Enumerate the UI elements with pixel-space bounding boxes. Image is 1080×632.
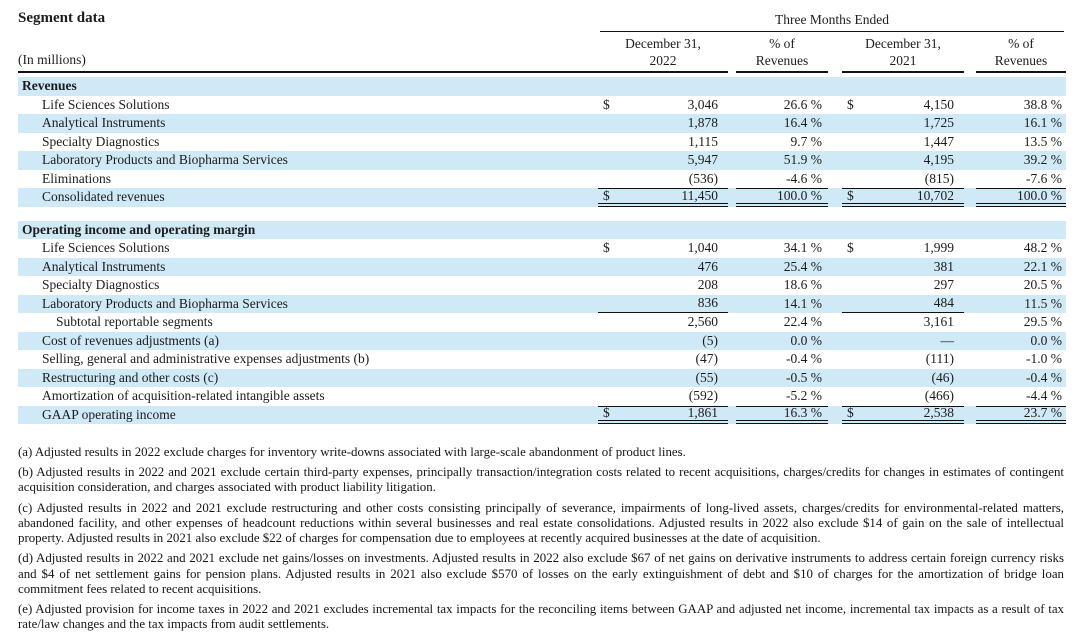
column-header-line: % of xyxy=(769,36,795,51)
column-header-dec-2021 xyxy=(842,35,964,73)
table-row xyxy=(18,114,1066,133)
row-label: Amortization of acquisition-related intangible assets xyxy=(42,388,325,403)
pct-2021 xyxy=(976,96,1066,115)
col-gap xyxy=(828,295,842,314)
dollar-sign: $ xyxy=(603,405,610,421)
col-gap xyxy=(828,350,842,369)
pct-2021-value: 100.0 % xyxy=(1017,187,1062,203)
col-gap xyxy=(964,332,976,351)
value-2022-value: (536) xyxy=(688,170,718,186)
value-2022 xyxy=(598,295,728,314)
dollar-sign: $ xyxy=(847,240,854,256)
pct-2021 xyxy=(976,276,1066,295)
row-label: Laboratory Products and Biopharma Services xyxy=(42,152,288,167)
row-label: Analytical Instruments xyxy=(42,115,166,130)
table-body xyxy=(18,77,1066,424)
pct-2022 xyxy=(736,239,828,258)
column-headers xyxy=(598,35,1066,73)
value-2021 xyxy=(842,221,964,240)
column-header-line: Revenues xyxy=(755,53,809,68)
table-row xyxy=(18,96,1066,115)
col-gap xyxy=(728,133,736,152)
value-2021-value: 1,725 xyxy=(923,115,954,131)
col-gap xyxy=(964,221,976,240)
pct-2021-value: 20.5 % xyxy=(1023,277,1062,293)
col-gap xyxy=(728,77,736,96)
table-row xyxy=(18,387,1066,406)
pct-2021-value: 13.5 % xyxy=(1023,133,1062,149)
value-2022 xyxy=(598,96,728,115)
col-gap xyxy=(964,350,976,369)
value-2022 xyxy=(598,221,728,240)
col-gap xyxy=(964,258,976,277)
pct-2022 xyxy=(736,77,828,96)
col-gap xyxy=(728,96,736,115)
value-2022 xyxy=(598,313,728,332)
pct-2022 xyxy=(736,96,828,115)
col-gap xyxy=(728,295,736,314)
pct-2021 xyxy=(976,406,1066,425)
footnote-a: (a) Adjusted results in 2022 exclude charges for inventory write-downs associated with large-scale abandonment of product lines. xyxy=(18,445,686,459)
pct-2022 xyxy=(736,221,828,240)
value-2022 xyxy=(598,151,728,170)
col-gap xyxy=(728,221,736,240)
section-header-label: Operating income and operating margin xyxy=(22,221,256,237)
value-2021 xyxy=(842,387,964,406)
row-label: Laboratory Products and Biopharma Services xyxy=(42,295,288,311)
col-gap xyxy=(828,239,842,258)
value-2022-value: (592) xyxy=(688,388,718,404)
value-2021 xyxy=(842,114,964,133)
footnotes xyxy=(18,445,1066,632)
pct-2022-value: 16.4 % xyxy=(783,115,822,131)
dollar-sign: $ xyxy=(603,187,610,203)
pct-2022 xyxy=(736,350,828,369)
value-2022 xyxy=(598,369,728,388)
col-gap xyxy=(828,151,842,170)
value-2022-value: 1,861 xyxy=(687,405,718,421)
value-2021 xyxy=(842,369,964,388)
col-gap xyxy=(828,387,842,406)
column-header-line: December 31, xyxy=(865,36,941,51)
value-2022-value: (5) xyxy=(702,332,718,348)
value-2021-value: 297 xyxy=(933,277,954,293)
table-row xyxy=(18,313,1066,332)
pct-2022-value: -5.2 % xyxy=(786,388,822,404)
col-gap xyxy=(728,239,736,258)
pct-2021 xyxy=(976,151,1066,170)
section-gap xyxy=(18,207,1066,221)
column-header-dec-2022 xyxy=(598,35,728,73)
header-right-columns xyxy=(598,10,1066,73)
value-2021-value: 4,150 xyxy=(923,96,954,112)
page-title: Segment data xyxy=(18,10,106,26)
pct-2022 xyxy=(736,151,828,170)
pct-2021-value: 11.5 % xyxy=(1024,295,1062,311)
row-label: Life Sciences Solutions xyxy=(42,240,170,255)
col-gap xyxy=(964,96,976,115)
section-header-row xyxy=(18,221,1066,240)
col-gap xyxy=(828,77,842,96)
value-2021 xyxy=(842,332,964,351)
pct-2021-value: -4.4 % xyxy=(1026,388,1062,404)
pct-2021-value: 22.1 % xyxy=(1023,258,1062,274)
col-gap xyxy=(828,133,842,152)
pct-2021 xyxy=(976,188,1066,207)
pct-2022-value: 51.9 % xyxy=(783,152,822,168)
value-2022 xyxy=(598,350,728,369)
value-2021-value: (466) xyxy=(924,388,954,404)
value-2021-value: 10,702 xyxy=(916,187,954,203)
value-2022 xyxy=(598,133,728,152)
table-row xyxy=(18,188,1066,207)
column-header-pct-2021 xyxy=(976,35,1066,73)
pct-2022-value: 25.4 % xyxy=(783,258,822,274)
pct-2021 xyxy=(976,170,1066,189)
col-gap xyxy=(728,170,736,189)
row-label: Cost of revenues adjustments (a) xyxy=(42,332,219,348)
dollar-sign: $ xyxy=(847,96,854,112)
pct-2022-value: 34.1 % xyxy=(783,240,822,256)
value-2022-value: 5,947 xyxy=(687,152,718,168)
table-row xyxy=(18,151,1066,170)
value-2022-value: (55) xyxy=(695,369,718,385)
col-gap xyxy=(728,387,736,406)
pct-2022-value: 26.6 % xyxy=(783,96,822,112)
value-2021-value: 2,538 xyxy=(923,405,954,421)
pct-2022 xyxy=(736,313,828,332)
pct-2021 xyxy=(976,350,1066,369)
dollar-sign: $ xyxy=(847,405,854,421)
col-gap xyxy=(964,77,976,96)
column-header-line: 2022 xyxy=(649,53,677,68)
value-2021-value: 1,447 xyxy=(923,133,954,149)
dollar-sign: $ xyxy=(603,240,610,256)
col-gap xyxy=(828,369,842,388)
value-2021-value: (111) xyxy=(925,351,954,367)
pct-2022 xyxy=(736,295,828,314)
pct-2021-value: 39.2 % xyxy=(1023,152,1062,168)
pct-2021 xyxy=(976,369,1066,388)
value-2021-value: 381 xyxy=(933,258,954,274)
pct-2022-value: 16.3 % xyxy=(783,405,822,421)
pct-2021-value: 38.8 % xyxy=(1023,96,1062,112)
pct-2022-value: -0.4 % xyxy=(786,351,822,367)
value-2021 xyxy=(842,313,964,332)
pct-2021 xyxy=(976,295,1066,314)
row-label: Eliminations xyxy=(42,170,111,186)
pct-2022-value: 18.6 % xyxy=(783,277,822,293)
pct-2021-value: 16.1 % xyxy=(1023,115,1062,131)
column-header-line: Revenues xyxy=(994,53,1048,68)
table-row xyxy=(18,258,1066,277)
value-2021 xyxy=(842,151,964,170)
col-gap xyxy=(728,406,736,425)
col-gap xyxy=(964,369,976,388)
col-gap xyxy=(828,332,842,351)
pct-2022 xyxy=(736,258,828,277)
col-gap xyxy=(828,313,842,332)
pct-2021-value: 48.2 % xyxy=(1023,240,1062,256)
pct-2022 xyxy=(736,387,828,406)
table-row xyxy=(18,239,1066,258)
value-2022-value: 2,560 xyxy=(687,314,718,330)
value-2022 xyxy=(598,170,728,189)
row-label: Subtotal reportable segments xyxy=(56,314,213,329)
value-2022-value: 11,450 xyxy=(681,187,718,203)
footnote-b: (b) Adjusted results in 2022 and 2021 exclude certain third-party expenses, principally transaction/integration costs related to recent acquisitions, charges/credits for changes in estimates of contingent acquisition consideration, and charges associated with product liability litigation. xyxy=(18,465,1064,495)
table-row xyxy=(18,295,1066,314)
row-label: GAAP operating income xyxy=(42,406,176,422)
section-header-label: Revenues xyxy=(22,78,77,93)
value-2022 xyxy=(598,332,728,351)
pct-2021 xyxy=(976,332,1066,351)
value-2022 xyxy=(598,258,728,277)
col-gap xyxy=(828,170,842,189)
value-2021-value: — xyxy=(940,332,954,348)
value-2021 xyxy=(842,96,964,115)
col-gap xyxy=(964,170,976,189)
value-2022 xyxy=(598,387,728,406)
value-2022-value: 836 xyxy=(697,295,718,311)
row-label: Consolidated revenues xyxy=(42,189,165,204)
value-2022-value: 1,115 xyxy=(688,133,718,149)
pct-2021-value: 23.7 % xyxy=(1023,405,1062,421)
pct-2021-value: -1.0 % xyxy=(1026,351,1062,367)
footnote-c: (c) Adjusted results in 2022 and 2021 exclude restructuring and other costs consisting principally of severance, impairments of long-lived assets, charges/credits for environmental-related matters, abandoned facility, and other expenses of headcount reductions within several businesses and real estate consolidations. Adjusted results in 2022 also exclude $14 of gain on the sale of intellectual property. Adjusted results in 2021 also exclude $22 of charges for compensation due to employees at recently acquired businesses at the date of acquisition. xyxy=(18,500,1064,546)
table-row xyxy=(18,406,1066,425)
value-2022-value: 1,878 xyxy=(687,115,718,131)
table-row xyxy=(18,276,1066,295)
pct-2021 xyxy=(976,313,1066,332)
value-2021 xyxy=(842,170,964,189)
pct-2022 xyxy=(736,133,828,152)
column-header-line: December 31, xyxy=(625,36,701,51)
pct-2021 xyxy=(976,258,1066,277)
col-gap xyxy=(964,188,976,207)
value-2022 xyxy=(598,114,728,133)
col-gap xyxy=(728,332,736,351)
value-2021 xyxy=(842,239,964,258)
value-2022-value: (47) xyxy=(695,351,718,367)
col-gap xyxy=(964,133,976,152)
value-2022 xyxy=(598,239,728,258)
pct-2022 xyxy=(736,332,828,351)
col-gap xyxy=(828,188,842,207)
col-gap xyxy=(964,387,976,406)
row-label: Life Sciences Solutions xyxy=(42,96,170,112)
pct-2022-value: 22.4 % xyxy=(783,314,822,330)
value-2021 xyxy=(842,350,964,369)
value-2021 xyxy=(842,188,964,207)
value-2021-value: 4,195 xyxy=(923,152,954,168)
dollar-sign: $ xyxy=(603,96,610,112)
col-gap xyxy=(728,258,736,277)
dollar-sign: $ xyxy=(847,187,854,203)
col-gap xyxy=(828,114,842,133)
col-gap xyxy=(828,406,842,425)
col-gap xyxy=(964,151,976,170)
pct-2021 xyxy=(976,239,1066,258)
value-2022-value: 1,040 xyxy=(687,240,718,256)
pct-2021-value: 0.0 % xyxy=(1030,332,1062,348)
row-label: Specialty Diagnostics xyxy=(42,277,160,292)
value-2021 xyxy=(842,406,964,425)
col-gap xyxy=(964,295,976,314)
col-gap xyxy=(964,114,976,133)
value-2022-value: 3,046 xyxy=(687,96,718,112)
table-row xyxy=(18,369,1066,388)
column-header-pct-2022 xyxy=(736,35,828,73)
footnote-d: (d) Adjusted results in 2022 and 2021 exclude net gains/losses on investments. Adjusted results in 2022 also exclude $67 of net gains on derivative instruments to address certain foreign currency risks and $4 of net settlement gains for pension plans. Adjusted results in 2021 also exclude $570 of losses on the early extinguishment of debt and $10 of charges for the amortization of bridge loan commitment fees related to recent acquisitions. xyxy=(18,551,1064,596)
value-2021-value: 3,161 xyxy=(923,314,954,330)
units-label: (In millions) xyxy=(18,52,86,67)
table-row xyxy=(18,332,1066,351)
value-2021-value: 1,999 xyxy=(923,240,954,256)
pct-2021 xyxy=(976,133,1066,152)
value-2021 xyxy=(842,276,964,295)
col-gap xyxy=(728,276,736,295)
value-2021 xyxy=(842,133,964,152)
pct-2022-value: 100.0 % xyxy=(777,187,822,203)
value-2022 xyxy=(598,276,728,295)
column-header-line: 2021 xyxy=(889,53,917,68)
row-label: Analytical Instruments xyxy=(42,258,166,274)
pct-2022-value: -0.5 % xyxy=(786,369,822,385)
pct-2021 xyxy=(976,221,1066,240)
col-gap xyxy=(964,313,976,332)
pct-2021 xyxy=(976,387,1066,406)
table-row xyxy=(18,350,1066,369)
col-gap xyxy=(728,188,736,207)
value-2021-value: (815) xyxy=(924,170,954,186)
footnote-e: (e) Adjusted provision for income taxes in 2022 and 2021 excludes incremental tax impacts for the reconciling items between GAAP and adjusted net income, incremental tax impacts as a result of tax rate/law changes and the tax impacts from audit settlements. xyxy=(18,601,1064,632)
pct-2021 xyxy=(976,114,1066,133)
pct-2022-value: -4.6 % xyxy=(786,170,822,186)
value-2021-value: 484 xyxy=(933,295,954,311)
col-gap xyxy=(728,350,736,369)
pct-2022 xyxy=(736,276,828,295)
table-header xyxy=(18,10,1066,73)
row-label: Selling, general and administrative expenses adjustments (b) xyxy=(42,351,370,366)
pct-2022-value: 9.7 % xyxy=(790,133,822,149)
pct-2022 xyxy=(736,406,828,425)
col-gap xyxy=(828,221,842,240)
col-gap xyxy=(828,276,842,295)
pct-2022 xyxy=(736,188,828,207)
col-gap xyxy=(828,258,842,277)
column-header-line: % of xyxy=(1008,36,1034,51)
period-header: Three Months Ended xyxy=(600,10,1064,32)
pct-2021-value: 29.5 % xyxy=(1023,314,1062,330)
table-row xyxy=(18,133,1066,152)
pct-2022 xyxy=(736,114,828,133)
col-gap xyxy=(964,276,976,295)
table-row xyxy=(18,170,1066,189)
col-gap xyxy=(728,151,736,170)
pct-2022-value: 14.1 % xyxy=(783,295,822,311)
row-label: Specialty Diagnostics xyxy=(42,133,160,149)
pct-2021 xyxy=(976,77,1066,96)
value-2022 xyxy=(598,188,728,207)
pct-2022 xyxy=(736,369,828,388)
row-label: Restructuring and other costs (c) xyxy=(42,369,219,385)
value-2022-value: 476 xyxy=(697,258,718,274)
col-gap xyxy=(728,313,736,332)
value-2021 xyxy=(842,295,964,314)
pct-2021-value: -7.6 % xyxy=(1026,170,1062,186)
col-gap xyxy=(828,96,842,115)
col-gap xyxy=(728,369,736,388)
section-header-row xyxy=(18,77,1066,96)
value-2021-value: (46) xyxy=(931,369,954,385)
col-gap xyxy=(964,406,976,425)
value-2021 xyxy=(842,258,964,277)
col-gap xyxy=(728,114,736,133)
value-2022 xyxy=(598,77,728,96)
pct-2022 xyxy=(736,170,828,189)
pct-2021-value: -0.4 % xyxy=(1026,369,1062,385)
value-2021 xyxy=(842,77,964,96)
header-left-column xyxy=(18,10,598,73)
value-2022-value: 208 xyxy=(697,277,718,293)
col-gap xyxy=(964,239,976,258)
value-2022 xyxy=(598,406,728,425)
pct-2022-value: 0.0 % xyxy=(790,332,822,348)
